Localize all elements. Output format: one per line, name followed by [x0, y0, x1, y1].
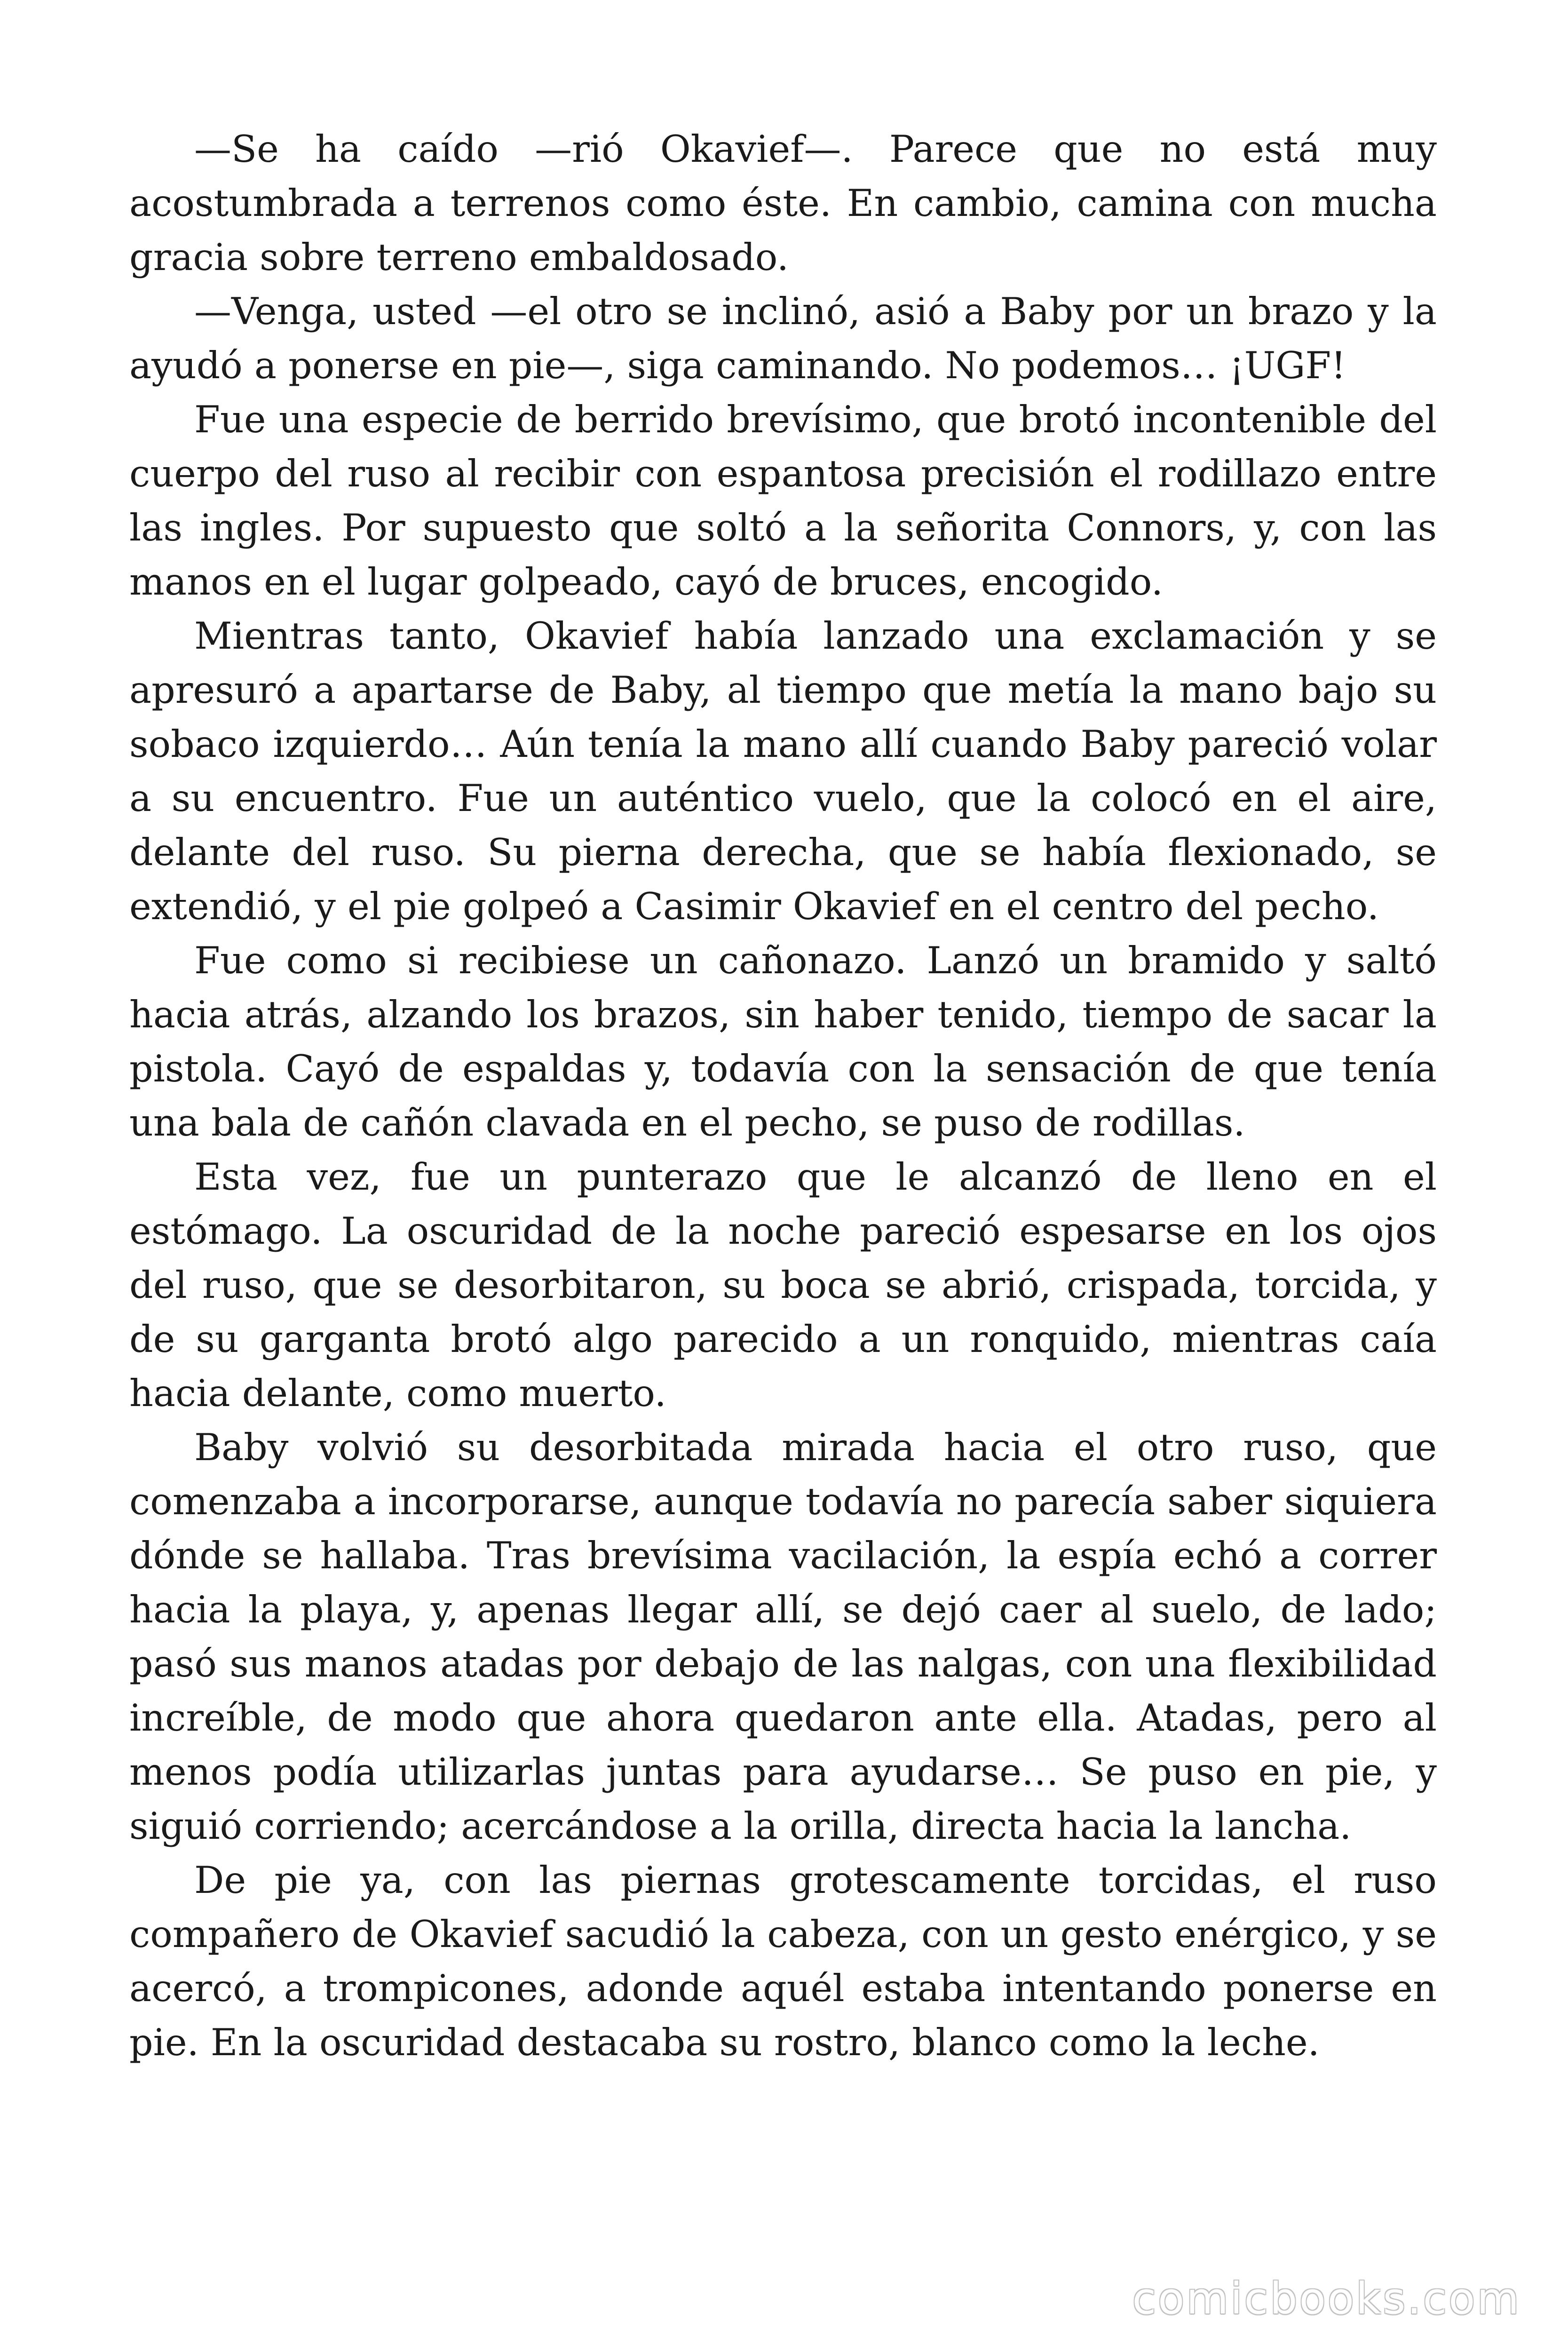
paragraph: Mientras tanto, Okavief había lanzado una exclamación y se apresuró a apartarse de Baby, al tiempo que metía la mano bajo su sobaco izquierdo… Aún tenía la mano allí cuando Baby pareció volar a su encuentro. Fue un auténtico vuelo, que la colocó en el aire, delante del ruso. Su pierna derecha, que se había flexionado, se extendió, y el pie golpeó a Casimir Okavief en el centro del pecho. [129, 614, 1437, 928]
paragraph: —Venga, usted —el otro se inclinó, asió a Baby por un brazo y la ayudó a ponerse en pie—, siga caminando. No podemos… ¡UGF! [129, 290, 1437, 387]
watermark: comicbooks.com [1132, 2273, 1521, 2324]
paragraph: Baby volvió su desorbitada mirada hacia el otro ruso, que comenzaba a incorporarse, aunque todavía no parecía saber siquiera dónde se hallaba. Tras brevísima vacilación, la espía echó a correr hacia la playa, y, apenas llegar allí, se dejó caer al suelo, de lado; pasó sus manos atadas por debajo de las nalgas, con una flexibilidad increíble, de modo que ahora quedaron ante ella. Atadas, pero al menos podía utilizarlas juntas para ayudarse… Se puso en pie, y siguió corriendo; acercándose a la orilla, directa hacia la lancha. [129, 1426, 1437, 1848]
text-body [129, 122, 1437, 2070]
paragraph: —Se ha caído —rió Okavief—. Parece que no está muy acostumbrada a terrenos como éste. En cambio, camina con mucha gracia sobre terreno embaldosado. [129, 127, 1437, 279]
paragraph: De pie ya, con las piernas grotescamente torcidas, el ruso compañero de Okavief sacudió la cabeza, con un gesto enérgico, y se acercó, a trompicones, adonde aquél estaba intentando ponerse en pie. En la oscuridad destacaba su rostro, blanco como la leche. [129, 1859, 1437, 2064]
paragraph: Fue como si recibiese un cañonazo. Lanzó un bramido y saltó hacia atrás, alzando los brazos, sin haber tenido, tiempo de sacar la pistola. Cayó de espaldas y, todavía con la sensación de que tenía una bala de cañón clavada en el pecho, se puso de rodillas. [129, 939, 1437, 1144]
paragraph: Esta vez, fue un punterazo que le alcanzó de lleno en el estómago. La oscuridad de la noche pareció espesarse en los ojos del ruso, que se desorbitaron, su boca se abrió, crispada, torcida, y de su garganta brotó algo parecido a un ronquido, mientras caía hacia delante, como muerto. [129, 1155, 1437, 1415]
paragraph: Fue una especie de berrido brevísimo, que brotó incontenible del cuerpo del ruso al recibir con espantosa precisión el rodillazo entre las ingles. Por supuesto que soltó a la señorita Connors, y, con las manos en el lugar golpeado, cayó de bruces, encogido. [129, 398, 1437, 604]
